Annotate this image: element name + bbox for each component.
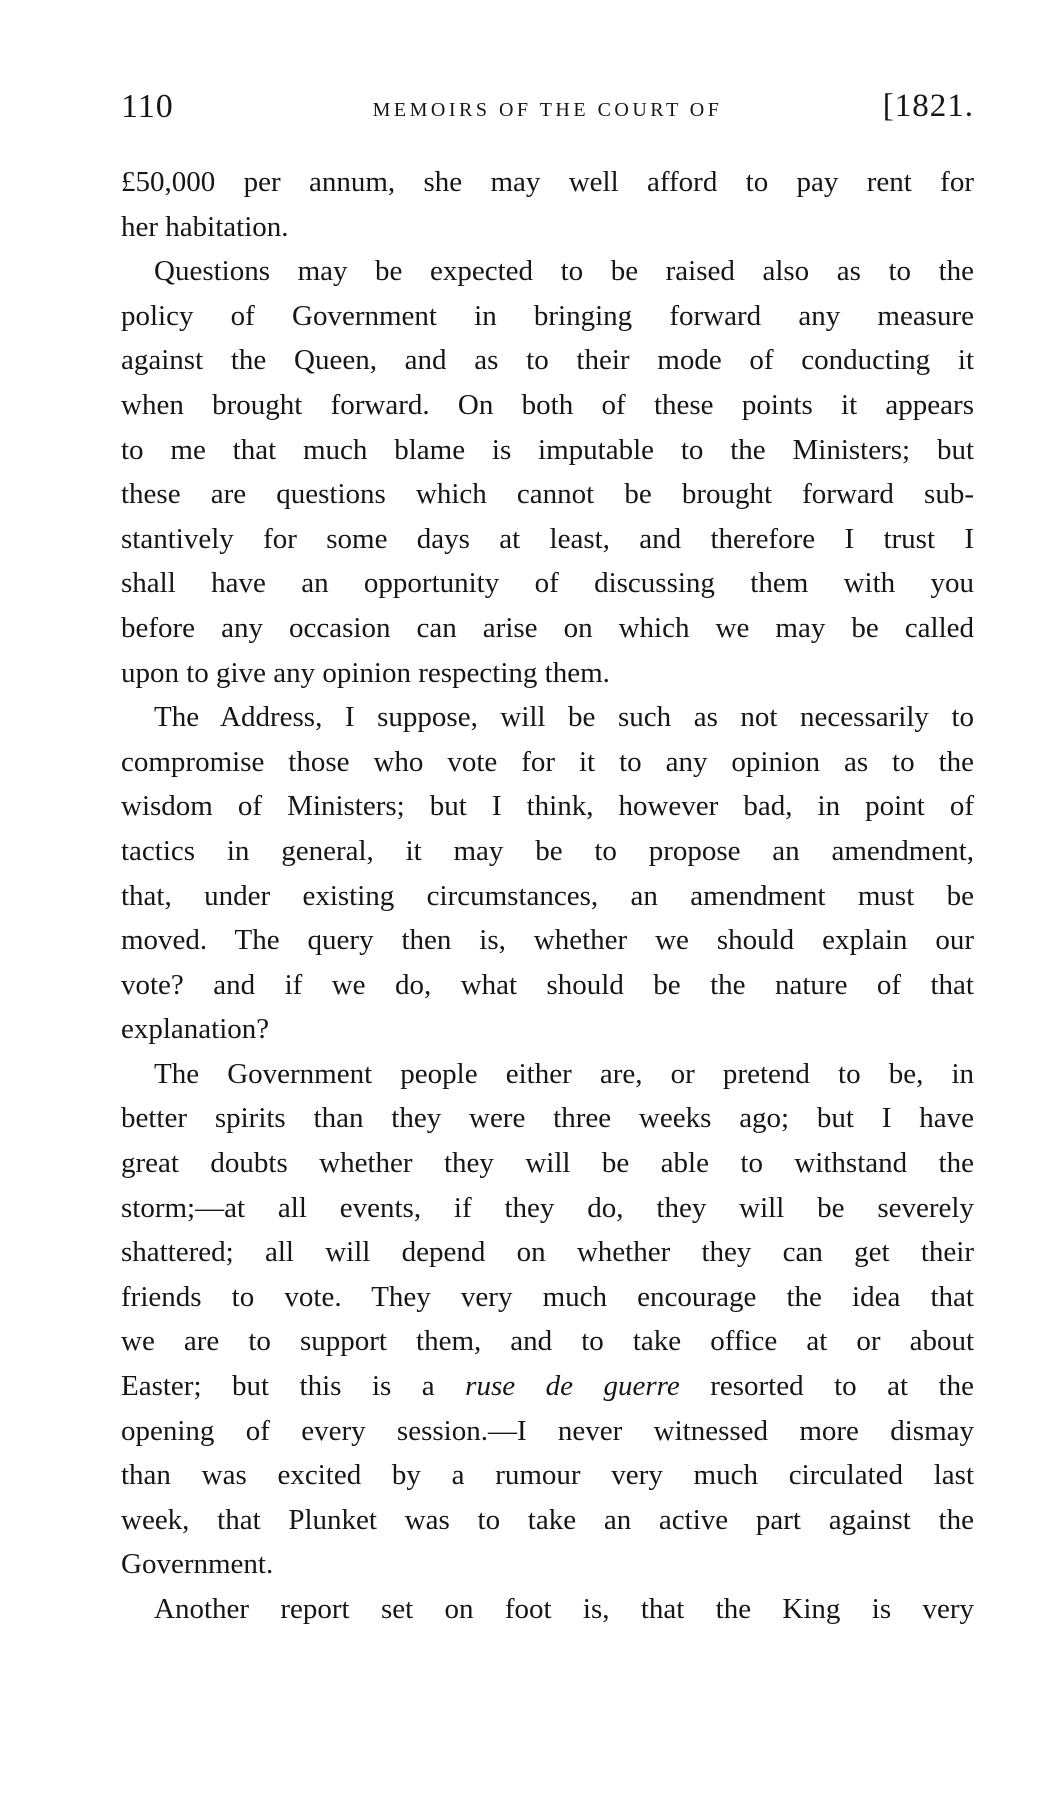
text-line: than was excited by a rumour very much circulated last <box>121 1459 974 1492</box>
text-line-with-italic <box>121 1364 974 1409</box>
text-line: friends to vote. They very much encourage the idea that <box>121 1280 974 1313</box>
text-line: The Government people either are, or pretend to be, in <box>154 1057 974 1090</box>
text-line: week, that Plunket was to take an active part against the <box>121 1503 974 1536</box>
running-title: MEMOIRS OF THE COURT OF <box>372 99 723 121</box>
text-line: these are questions which cannot be brought forward sub- <box>121 478 974 511</box>
text-line: Another report set on foot is, that the King is very <box>154 1593 974 1625</box>
running-year: [1821. <box>882 88 974 124</box>
text-line: when brought forward. On both of these points it appears <box>121 388 974 421</box>
text-line: against the Queen, and as to their mode of conducting it <box>121 344 974 377</box>
text-line: storm;—at all events, if they do, they will be severely <box>121 1191 974 1224</box>
text-line: to me that much blame is imputable to the Ministers; but <box>121 433 974 466</box>
text-line: shattered; all will depend on whether they can get their <box>121 1236 974 1269</box>
text-line: we are to support them, and to take office at or about <box>121 1325 974 1358</box>
text-line: compromise those who vote for it to any opinion as to the <box>121 745 974 778</box>
text-run: Easter; but this is a <box>121 1370 466 1403</box>
text-line: her habitation. <box>121 210 289 243</box>
text-line: that, under existing circumstances, an amendment must be <box>121 879 974 912</box>
page-number: 110 <box>121 88 174 125</box>
text-line: Government. <box>121 1548 274 1581</box>
text-line: vote? and if we do, what should be the nature of that <box>121 968 974 1001</box>
text-line: opening of every session.—I never witnessed more dismay <box>121 1414 974 1447</box>
text-line: before any occasion can arise on which we may be called <box>121 611 974 644</box>
text-line: upon to give any opinion respecting them. <box>121 656 610 689</box>
text-run: resorted to at the <box>679 1370 974 1403</box>
text-line: The Address, I suppose, will be such as not necessarily to <box>154 701 974 734</box>
text-line: moved. The query then is, whether we should explain our <box>121 924 974 957</box>
text-line: stantively for some days at least, and therefore I trust I <box>121 522 974 555</box>
italic-phrase: ruse de guerre <box>465 1370 680 1403</box>
text-line: wisdom of Ministers; but I think, however bad, in point of <box>121 790 974 823</box>
running-head <box>121 88 974 138</box>
text-line: better spirits than they were three weeks ago; but I have <box>121 1102 974 1135</box>
text-line: policy of Government in bringing forward any measure <box>121 299 974 332</box>
text-line: £50,000 per annum, she may well afford to pay rent for <box>121 166 974 198</box>
body-text <box>121 160 974 1632</box>
text-line: explanation? <box>121 1013 270 1046</box>
text-line: shall have an opportunity of discussing them with you <box>121 567 974 600</box>
text-line: tactics in general, it may be to propose an amendment, <box>121 834 974 867</box>
text-line: Questions may be expected to be raised also as to the <box>154 255 974 288</box>
text-line: great doubts whether they will be able to withstand the <box>121 1147 974 1180</box>
